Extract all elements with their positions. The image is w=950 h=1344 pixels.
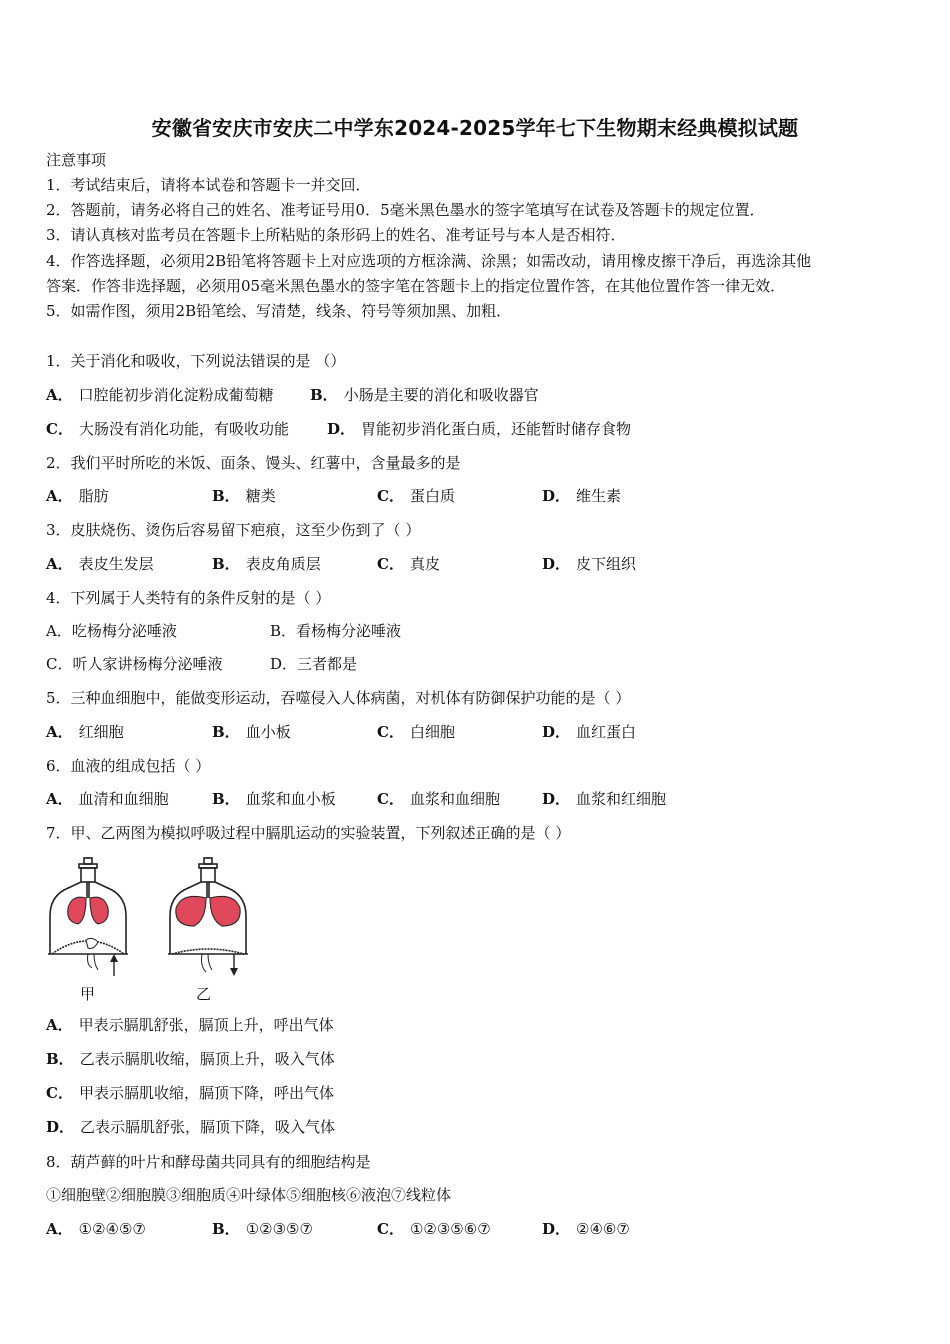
option-a: A． ①②④⑤⑦ <box>46 1220 146 1238</box>
option-a: A． 表皮生发层 <box>46 555 154 573</box>
option-c: C． 大肠没有消化功能，有吸收功能 <box>46 420 289 438</box>
option-b: B． 小肠是主要的消化和吸收器官 <box>310 386 539 404</box>
option-d: D． 血浆和红细胞 <box>542 790 667 808</box>
notice-heading: 注意事项 <box>46 151 107 169</box>
notice-item: 4．作答选择题，必须用2B铅笔将答题卡上对应选项的方框涂满、涂黑；如需改动，请用橡皮擦干净后，再选涂其他 <box>46 252 812 270</box>
option-c: C． 蛋白质 <box>377 487 455 505</box>
question-stem: 7．甲、乙两图为模拟呼吸过程中膈肌运动的实验装置，下列叙述正确的是（ ） <box>46 824 571 842</box>
option-c: C．听人家讲杨梅分泌唾液 <box>46 655 223 673</box>
option-d: D． 皮下组织 <box>542 555 637 573</box>
diaphragm-model-figure <box>46 854 266 1006</box>
question-stem: 5．三种血细胞中，能做变形运动，吞噬侵入人体病菌，对机体有防御保护功能的是（ ） <box>46 689 631 707</box>
option-b: B． 糖类 <box>212 487 276 505</box>
lung-left-jia <box>68 897 86 924</box>
option-b: B． 血小板 <box>212 723 291 741</box>
notice-item: 答案．作答非选择题，必须用05毫米黑色墨水的签字笔在答题卡上的指定位置作答，在其他位置作答一律无效． <box>46 277 786 295</box>
option-d: D． 胃能初步消化蛋白质，还能暂时储存食物 <box>327 420 632 438</box>
option-d: D． 维生素 <box>542 487 622 505</box>
lung-right-jia <box>90 897 108 924</box>
option-b: B．看杨梅分泌唾液 <box>270 622 402 640</box>
option-d: D． 血红蛋白 <box>542 723 637 741</box>
option-c: C． 血浆和血细胞 <box>377 790 500 808</box>
question-stem: 6．血液的组成包括（ ） <box>46 757 211 775</box>
option-c: C． 甲表示膈肌收缩，膈顶下降，呼出气体 <box>46 1084 334 1102</box>
question-stem: 3．皮肤烧伤、烫伤后容易留下疤痕，这至少伤到了（ ） <box>46 521 421 539</box>
lung-left-yi <box>176 896 206 926</box>
option-b: B． 乙表示膈肌收缩，膈顶上升，吸入气体 <box>46 1050 335 1068</box>
notice-item: 2．答题前，请务必将自己的姓名、准考证号用0．5毫米黑色墨水的签字笔填写在试卷及答题卡的规定位置． <box>46 201 765 219</box>
option-a: A． 口腔能初步消化淀粉成葡萄糖 <box>46 386 274 404</box>
page-title: 安徽省安庆市安庆二中学东2024-2025学年七下生物期末经典模拟试题 <box>151 116 799 140</box>
notice-item: 1．考试结束后，请将本试卷和答题卡一并交回． <box>46 176 371 194</box>
notice-item: 3．请认真核对监考员在答题卡上所粘贴的条形码上的姓名、准考证号与本人是否相符． <box>46 226 626 244</box>
option-a: A． 血清和血细胞 <box>46 790 169 808</box>
option-c: C． ①②③⑤⑥⑦ <box>377 1220 491 1238</box>
figure-label-jia: 甲 <box>80 985 96 1003</box>
option-b: B． 表皮角质层 <box>212 555 321 573</box>
option-a: A． 脂肪 <box>46 487 109 505</box>
question-stem: 4．下列属于人类特有的条件反射的是（ ） <box>46 589 331 607</box>
question-stem: 8．葫芦藓的叶片和酵母菌共同具有的细胞结构是 <box>46 1153 371 1171</box>
option-c: C． 白细胞 <box>377 723 455 741</box>
option-b: B． 血浆和血小板 <box>212 790 336 808</box>
figure-label-yi: 乙 <box>196 985 212 1003</box>
option-d: D． ②④⑥⑦ <box>542 1220 630 1238</box>
option-d: D．三者都是 <box>270 655 358 673</box>
question-substem: ①细胞壁②细胞膜③细胞质④叶绿体⑤细胞核⑥液泡⑦线粒体 <box>46 1186 452 1204</box>
notice-item: 5．如需作图，须用2B铅笔绘、写清楚，线条、符号等须加黑、加粗． <box>46 302 512 320</box>
option-a: A．吃杨梅分泌唾液 <box>46 622 177 640</box>
option-c: C． 真皮 <box>377 555 440 573</box>
option-a: A． 红细胞 <box>46 723 124 741</box>
question-stem: 1．关于消化和吸收，下列说法错误的是 （） <box>46 352 346 370</box>
option-b: B． ①②③⑤⑦ <box>212 1220 313 1238</box>
option-a: A． 甲表示膈肌舒张，膈顶上升，呼出气体 <box>46 1016 334 1034</box>
lung-right-yi <box>210 896 240 926</box>
question-stem: 2．我们平时所吃的米饭、面条、馒头、红薯中，含量最多的是 <box>46 454 461 472</box>
option-d: D． 乙表示膈肌舒张，膈顶下降，吸入气体 <box>46 1118 336 1136</box>
